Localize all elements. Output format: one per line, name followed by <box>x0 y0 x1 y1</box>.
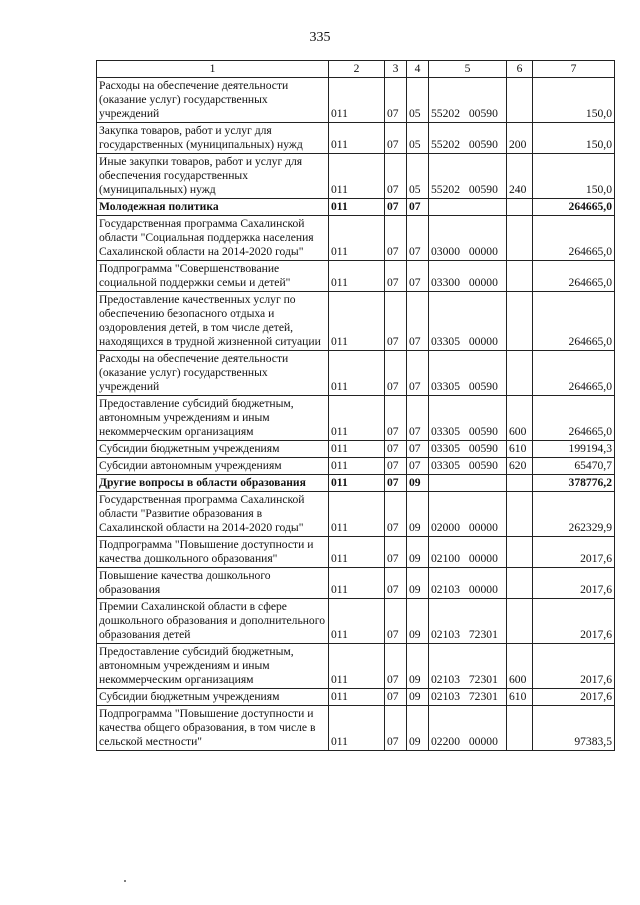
scan-speck <box>124 880 126 882</box>
row-amount-cell: 264665,0 <box>533 292 615 351</box>
row-name-cell: Расходы на обеспечение деятельности (оказание услуг) государственных учреждений <box>97 351 329 396</box>
row-name-cell: Субсидии автономным учреждениям <box>97 458 329 475</box>
table-row <box>97 154 615 199</box>
row-section-cell: 07 <box>385 441 407 458</box>
table-row <box>97 396 615 441</box>
row-section-cell: 07 <box>385 123 407 154</box>
header-cell: 1 <box>97 61 329 78</box>
row-admin-code-cell: 011 <box>329 199 385 216</box>
table-row <box>97 261 615 292</box>
row-target-article-cell: 03305 00000 <box>429 292 507 351</box>
row-admin-code-cell: 011 <box>329 599 385 644</box>
row-amount-cell: 264665,0 <box>533 199 615 216</box>
row-name-cell: Подпрограмма "Повышение доступности и качества общего образования, в том числе в сельской местности" <box>97 706 329 751</box>
page-number: 335 <box>309 30 331 45</box>
row-subsection-cell: 09 <box>407 689 429 706</box>
table-row <box>97 475 615 492</box>
row-target-article-cell: 02200 00000 <box>429 706 507 751</box>
row-subsection-cell: 07 <box>407 292 429 351</box>
row-name-cell: Государственная программа Сахалинской области "Социальная поддержка населения Сахалинской области на 2014-2020 годы" <box>97 216 329 261</box>
table-row <box>97 199 615 216</box>
row-expense-type-cell <box>507 199 533 216</box>
row-admin-code-cell: 011 <box>329 706 385 751</box>
row-admin-code-cell: 011 <box>329 396 385 441</box>
row-admin-code-cell: 011 <box>329 475 385 492</box>
row-target-article-cell: 03000 00000 <box>429 216 507 261</box>
table-row <box>97 78 615 123</box>
row-target-article-cell: 55202 00590 <box>429 154 507 199</box>
row-target-article-cell: 02103 72301 <box>429 689 507 706</box>
row-section-cell: 07 <box>385 644 407 689</box>
row-target-article-cell: 02103 00000 <box>429 568 507 599</box>
row-admin-code-cell: 011 <box>329 216 385 261</box>
row-target-article-cell: 03305 00590 <box>429 351 507 396</box>
row-amount-cell: 150,0 <box>533 123 615 154</box>
row-expense-type-cell <box>507 706 533 751</box>
row-name-cell: Премии Сахалинской области в сфере дошкольного образования и дополнительного образования детей <box>97 599 329 644</box>
header-cell: 2 <box>329 61 385 78</box>
budget-table <box>96 60 615 751</box>
row-target-article-cell: 55202 00590 <box>429 123 507 154</box>
row-section-cell: 07 <box>385 396 407 441</box>
row-target-article-cell: 03305 00590 <box>429 396 507 441</box>
table-row <box>97 568 615 599</box>
row-name-cell: Иные закупки товаров, работ и услуг для обеспечения государственных (муниципальных) нужд <box>97 154 329 199</box>
row-admin-code-cell: 011 <box>329 441 385 458</box>
row-subsection-cell: 07 <box>407 216 429 261</box>
row-amount-cell: 2017,6 <box>533 689 615 706</box>
row-expense-type-cell <box>507 492 533 537</box>
row-admin-code-cell: 011 <box>329 351 385 396</box>
row-section-cell: 07 <box>385 292 407 351</box>
row-expense-type-cell: 200 <box>507 123 533 154</box>
row-expense-type-cell <box>507 78 533 123</box>
row-subsection-cell: 09 <box>407 568 429 599</box>
row-section-cell: 07 <box>385 492 407 537</box>
row-subsection-cell: 05 <box>407 123 429 154</box>
header-cell: 4 <box>407 61 429 78</box>
row-subsection-cell: 09 <box>407 644 429 689</box>
row-amount-cell: 2017,6 <box>533 599 615 644</box>
row-admin-code-cell: 011 <box>329 568 385 599</box>
row-name-cell: Субсидии бюджетным учреждениям <box>97 689 329 706</box>
row-target-article-cell: 02103 72301 <box>429 644 507 689</box>
row-expense-type-cell <box>507 292 533 351</box>
row-admin-code-cell: 011 <box>329 78 385 123</box>
table-row <box>97 706 615 751</box>
row-section-cell: 07 <box>385 689 407 706</box>
row-section-cell: 07 <box>385 537 407 568</box>
row-admin-code-cell: 011 <box>329 537 385 568</box>
row-section-cell: 07 <box>385 706 407 751</box>
row-section-cell: 07 <box>385 261 407 292</box>
row-target-article-cell <box>429 199 507 216</box>
header-cell: 7 <box>533 61 615 78</box>
row-name-cell: Подпрограмма "Совершенствование социальной поддержки семьи и детей" <box>97 261 329 292</box>
table-row <box>97 458 615 475</box>
row-admin-code-cell: 011 <box>329 458 385 475</box>
row-subsection-cell: 07 <box>407 458 429 475</box>
row-section-cell: 07 <box>385 154 407 199</box>
table-row <box>97 689 615 706</box>
row-admin-code-cell: 011 <box>329 689 385 706</box>
table-row <box>97 537 615 568</box>
row-amount-cell: 150,0 <box>533 78 615 123</box>
row-name-cell: Расходы на обеспечение деятельности (оказание услуг) государственных учреждений <box>97 78 329 123</box>
row-expense-type-cell: 600 <box>507 396 533 441</box>
row-target-article-cell: 02103 72301 <box>429 599 507 644</box>
row-amount-cell: 199194,3 <box>533 441 615 458</box>
table-row <box>97 123 615 154</box>
row-expense-type-cell: 620 <box>507 458 533 475</box>
row-expense-type-cell <box>507 537 533 568</box>
row-expense-type-cell <box>507 216 533 261</box>
row-amount-cell: 65470,7 <box>533 458 615 475</box>
row-target-article-cell: 02000 00000 <box>429 492 507 537</box>
row-admin-code-cell: 011 <box>329 644 385 689</box>
row-expense-type-cell <box>507 599 533 644</box>
row-expense-type-cell <box>507 261 533 292</box>
row-admin-code-cell: 011 <box>329 123 385 154</box>
row-target-article-cell: 02100 00000 <box>429 537 507 568</box>
row-name-cell: Предоставление субсидий бюджетным, автономным учреждениям и иным некоммерческим организациям <box>97 644 329 689</box>
row-section-cell: 07 <box>385 475 407 492</box>
row-amount-cell: 2017,6 <box>533 568 615 599</box>
row-amount-cell: 264665,0 <box>533 396 615 441</box>
row-subsection-cell: 05 <box>407 78 429 123</box>
row-expense-type-cell: 600 <box>507 644 533 689</box>
row-section-cell: 07 <box>385 458 407 475</box>
row-subsection-cell: 09 <box>407 599 429 644</box>
row-admin-code-cell: 011 <box>329 261 385 292</box>
row-amount-cell: 378776,2 <box>533 475 615 492</box>
row-amount-cell: 2017,6 <box>533 537 615 568</box>
row-name-cell: Предоставление качественных услуг по обеспечению безопасного отдыха и оздоровления детей, в том числе детей, находящихся в трудной жизненной ситуации <box>97 292 329 351</box>
table-row <box>97 351 615 396</box>
row-expense-type-cell <box>507 568 533 599</box>
row-section-cell: 07 <box>385 199 407 216</box>
row-subsection-cell: 07 <box>407 396 429 441</box>
row-target-article-cell <box>429 475 507 492</box>
table-row <box>97 492 615 537</box>
row-name-cell: Другие вопросы в области образования <box>97 475 329 492</box>
table-row <box>97 644 615 689</box>
row-admin-code-cell: 011 <box>329 292 385 351</box>
row-expense-type-cell: 610 <box>507 689 533 706</box>
row-admin-code-cell: 011 <box>329 154 385 199</box>
table-row <box>97 292 615 351</box>
row-subsection-cell: 05 <box>407 154 429 199</box>
row-subsection-cell: 07 <box>407 351 429 396</box>
row-subsection-cell: 07 <box>407 441 429 458</box>
row-subsection-cell: 07 <box>407 261 429 292</box>
row-target-article-cell: 03300 00000 <box>429 261 507 292</box>
table-row <box>97 441 615 458</box>
row-amount-cell: 2017,6 <box>533 644 615 689</box>
header-cell: 5 <box>429 61 507 78</box>
row-target-article-cell: 55202 00590 <box>429 78 507 123</box>
row-subsection-cell: 09 <box>407 537 429 568</box>
row-name-cell: Предоставление субсидий бюджетным, автономным учреждениям и иным некоммерческим организациям <box>97 396 329 441</box>
row-expense-type-cell <box>507 475 533 492</box>
row-name-cell: Закупка товаров, работ и услуг для государственных (муниципальных) нужд <box>97 123 329 154</box>
row-name-cell: Субсидии бюджетным учреждениям <box>97 441 329 458</box>
row-target-article-cell: 03305 00590 <box>429 458 507 475</box>
row-subsection-cell: 09 <box>407 475 429 492</box>
header-cell: 3 <box>385 61 407 78</box>
row-amount-cell: 264665,0 <box>533 261 615 292</box>
row-expense-type-cell <box>507 351 533 396</box>
row-subsection-cell: 09 <box>407 492 429 537</box>
row-name-cell: Государственная программа Сахалинской области "Развитие образования в Сахалинской области на 2014-2020 годы" <box>97 492 329 537</box>
row-section-cell: 07 <box>385 216 407 261</box>
row-name-cell: Повышение качества дошкольного образования <box>97 568 329 599</box>
row-subsection-cell: 09 <box>407 706 429 751</box>
row-section-cell: 07 <box>385 568 407 599</box>
row-expense-type-cell: 610 <box>507 441 533 458</box>
row-amount-cell: 97383,5 <box>533 706 615 751</box>
table-header-row <box>97 61 615 78</box>
row-section-cell: 07 <box>385 351 407 396</box>
row-expense-type-cell: 240 <box>507 154 533 199</box>
row-name-cell: Молодежная политика <box>97 199 329 216</box>
row-amount-cell: 150,0 <box>533 154 615 199</box>
row-amount-cell: 262329,9 <box>533 492 615 537</box>
row-subsection-cell: 07 <box>407 199 429 216</box>
row-name-cell: Подпрограмма "Повышение доступности и качества дошкольного образования" <box>97 537 329 568</box>
table-row <box>97 599 615 644</box>
row-amount-cell: 264665,0 <box>533 351 615 396</box>
row-section-cell: 07 <box>385 78 407 123</box>
row-amount-cell: 264665,0 <box>533 216 615 261</box>
row-target-article-cell: 03305 00590 <box>429 441 507 458</box>
row-section-cell: 07 <box>385 599 407 644</box>
row-admin-code-cell: 011 <box>329 492 385 537</box>
header-cell: 6 <box>507 61 533 78</box>
table-row <box>97 216 615 261</box>
